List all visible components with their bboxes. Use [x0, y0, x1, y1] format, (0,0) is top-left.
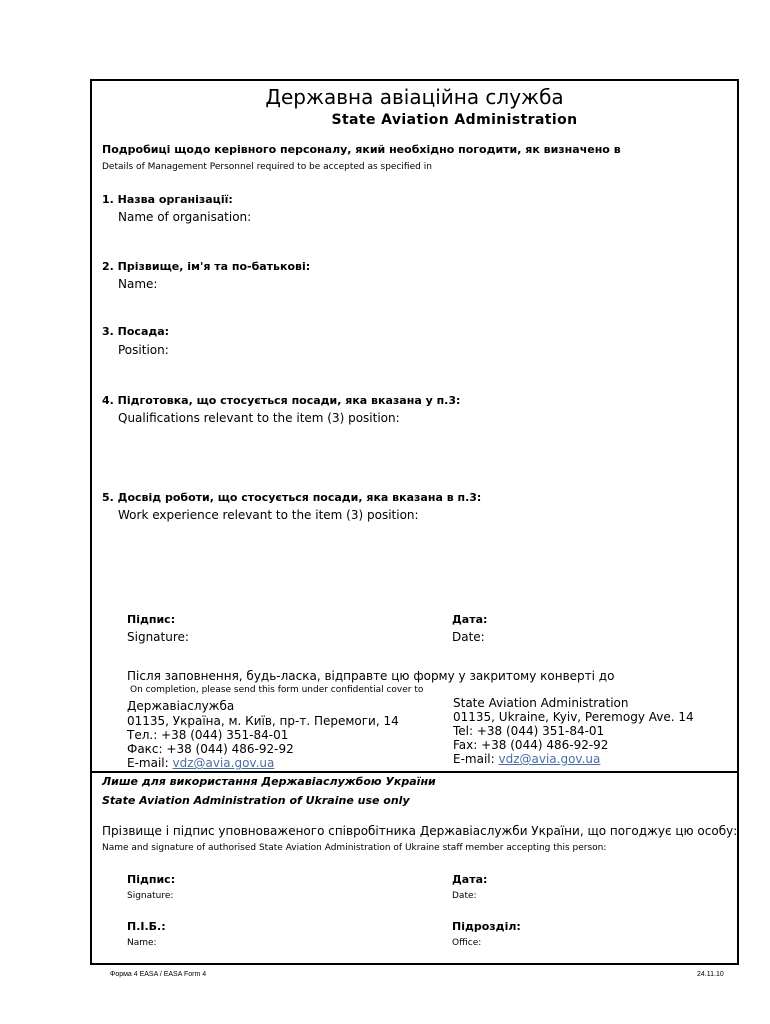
address-uk-fax: Факс: +38 (044) 486-92-92	[127, 742, 294, 756]
item-2-label-uk: 2. Прізвище, ім'я та по-батькові:	[102, 260, 311, 273]
section-divider	[90, 771, 739, 773]
signature-label-uk: Підпис:	[127, 613, 176, 626]
address-uk-tel: Тел.: +38 (044) 351-84-01	[127, 728, 289, 742]
item-3-label-en: Position:	[118, 343, 169, 357]
official-heading-uk: Лише для використання Державіаслужбою України	[102, 775, 436, 788]
official-signature-en: Signature:	[127, 891, 174, 901]
intro-english: Details of Management Personnel required to be accepted as specified in	[102, 162, 432, 172]
address-uk-org: Державіаслужба	[127, 699, 235, 713]
address-en-org: State Aviation Administration	[453, 696, 629, 710]
item-4-label-uk: 4. Підготовка, що стосується посади, яка вказана у п.3:	[102, 394, 461, 407]
item-1-label-uk: 1. Назва організації:	[102, 193, 233, 206]
intro-ukrainian: Подробиці щодо керівного персоналу, який необхідно погодити, як визначено в	[102, 143, 621, 156]
address-en-fax: Fax: +38 (044) 486-92-92	[453, 738, 609, 752]
item-1-label-en: Name of organisation:	[118, 210, 252, 224]
official-statement-en: Name and signature of authorised State Aviation Administration of Ukraine staff member accepting this person:	[102, 843, 607, 853]
item-4-label-en: Qualifications relevant to the item (3) position:	[118, 411, 400, 425]
item-5-label-en: Work experience relevant to the item (3) position:	[118, 508, 419, 522]
item-2-label-en: Name:	[118, 277, 158, 291]
address-en-email-row	[453, 753, 600, 767]
title-ukrainian: Державна авіаційна служба	[265, 85, 564, 109]
email-label: E-mail:	[127, 756, 169, 770]
email-label: E-mail:	[453, 752, 495, 766]
footer-form-id: Форма 4 EASA / EASA Form 4	[110, 971, 207, 978]
official-date-en: Date:	[452, 891, 477, 901]
official-statement-uk: Прізвище і підпис уповноваженого співробітника Державіаслужби України, що погоджує цю особу:	[102, 824, 738, 838]
completion-en: On completion, please send this form under confidential cover to	[130, 685, 424, 695]
address-uk-email-row	[127, 757, 274, 771]
official-name-en: Name:	[127, 938, 157, 948]
email-link-en[interactable]: vdz@avia.gov.ua	[498, 752, 601, 766]
official-office-uk: Підрозділ:	[452, 920, 521, 933]
completion-uk: Після заповнення, будь-ласка, відправте цю форму у закритому конверті до	[127, 669, 615, 683]
footer-date: 24.11.10	[697, 971, 724, 978]
date-label-en: Date:	[452, 630, 485, 644]
address-en-street: 01135, Ukraine, Kyiv, Peremogy Ave. 14	[453, 710, 694, 724]
signature-label-en: Signature:	[127, 630, 189, 644]
official-signature-uk: Підпис:	[127, 873, 176, 886]
official-name-uk: П.І.Б.:	[127, 920, 166, 933]
official-office-en: Office:	[452, 938, 482, 948]
address-en-tel: Tel: +38 (044) 351-84-01	[453, 724, 605, 738]
official-date-uk: Дата:	[452, 873, 488, 886]
date-label-uk: Дата:	[452, 613, 488, 626]
address-uk-street: 01135, Україна, м. Київ, пр-т. Перемоги, 14	[127, 714, 399, 728]
item-3-label-uk: 3. Посада:	[102, 325, 170, 338]
item-5-label-uk: 5. Досвід роботи, що стосується посади, яка вказана в п.3:	[102, 491, 482, 504]
title-english: State Aviation Administration	[331, 112, 578, 128]
email-link-uk[interactable]: vdz@avia.gov.ua	[172, 756, 275, 770]
official-heading-en: State Aviation Administration of Ukraine use only	[102, 794, 410, 807]
